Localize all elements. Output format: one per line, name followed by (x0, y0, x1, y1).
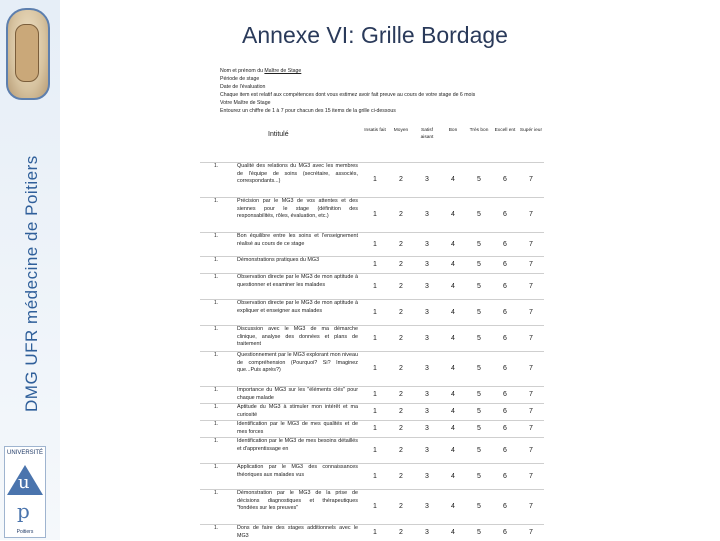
score-option[interactable]: 6 (492, 525, 518, 541)
item-number: 1. (200, 300, 236, 326)
score-option[interactable]: 6 (492, 352, 518, 387)
score-option[interactable]: 2 (388, 233, 414, 257)
item-label: Identification par le MG3 de mes qualités et de mes forces (236, 421, 362, 438)
item-label: Identification par le MG3 de mes besoins détaillés et d'apprentissage en (236, 438, 362, 464)
score-option[interactable]: 7 (518, 300, 544, 326)
score-option[interactable]: 3 (414, 163, 440, 198)
score-option[interactable]: 7 (518, 233, 544, 257)
score-option[interactable]: 2 (388, 300, 414, 326)
grid-item-row (200, 257, 544, 274)
item-number: 1. (200, 163, 236, 198)
score-option[interactable]: 1 (362, 257, 388, 274)
score-option[interactable]: 3 (414, 387, 440, 404)
score-option[interactable]: 4 (440, 464, 466, 490)
score-option[interactable]: 4 (440, 326, 466, 352)
grid-item-row (200, 404, 544, 421)
score-option[interactable]: 4 (440, 490, 466, 525)
score-option[interactable]: 2 (388, 326, 414, 352)
score-option[interactable]: 7 (518, 525, 544, 541)
university-logo (4, 446, 46, 538)
university-logo-p: p (17, 499, 30, 523)
score-option[interactable]: 6 (492, 438, 518, 464)
score-option[interactable]: 2 (388, 404, 414, 421)
item-label: Qualité des relations du MG3 avec les membres de l'équipe de soins (secrétaire, associés, correspondants...) (236, 163, 362, 198)
score-option[interactable]: 7 (518, 421, 544, 438)
score-option[interactable]: 7 (518, 274, 544, 300)
score-option[interactable]: 3 (414, 233, 440, 257)
item-label: Aptitude du MG3 à stimuler mon intérêt et ma curiosité (236, 404, 362, 421)
item-label: Application par le MG3 des connaissances théoriques aux malades vus (236, 464, 362, 490)
score-option[interactable]: 6 (492, 490, 518, 525)
score-option[interactable]: 3 (414, 404, 440, 421)
score-option[interactable]: 7 (518, 257, 544, 274)
score-option[interactable]: 5 (466, 326, 492, 352)
score-option[interactable]: 5 (466, 404, 492, 421)
score-option[interactable]: 6 (492, 163, 518, 198)
item-number: 1. (200, 464, 236, 490)
grid-item-row (200, 421, 544, 438)
item-number: 1. (200, 404, 236, 421)
score-option[interactable]: 1 (362, 274, 388, 300)
score-option[interactable]: 3 (414, 352, 440, 387)
item-label: Importance du MG3 sur les "éléments clés" pour chaque malade (236, 387, 362, 404)
item-label: Démonstration par le MG3 de la prise de décisions diagnostiques et thérapeutiques "fondées sur les preuves" (236, 490, 362, 525)
score-option[interactable]: 5 (466, 438, 492, 464)
score-option[interactable]: 2 (388, 163, 414, 198)
grid-item-row (200, 300, 544, 326)
supervisor-underlined: Maître de Stage (264, 68, 302, 74)
university-logo-u: u (18, 472, 30, 493)
score-option[interactable]: 3 (414, 464, 440, 490)
score-option[interactable]: 1 (362, 525, 388, 541)
score-option[interactable]: 4 (440, 274, 466, 300)
score-option[interactable]: 2 (388, 257, 414, 274)
score-option[interactable]: 1 (362, 163, 388, 198)
item-label: Démonstrations pratiques du MG3 (236, 257, 362, 274)
item-label: Observation directe par le MG3 de mon aptitude à questionner et examiner les malades (236, 274, 362, 300)
score-option[interactable]: 1 (362, 438, 388, 464)
grid-item-row (200, 163, 544, 198)
score-option[interactable]: 2 (388, 421, 414, 438)
scale-header: Très bon (469, 128, 489, 133)
score-option[interactable]: 5 (466, 490, 492, 525)
item-label: Précision par le MG3 de vos attentes et des siennes pour le stage (définition des responsabilités, rôles, évaluation, etc.) (236, 198, 362, 233)
score-option[interactable]: 3 (414, 198, 440, 233)
score-option[interactable]: 7 (518, 163, 544, 198)
item-number: 1. (200, 438, 236, 464)
score-option[interactable]: 2 (388, 525, 414, 541)
item-number: 1. (200, 490, 236, 525)
score-option[interactable]: 7 (518, 387, 544, 404)
score-option[interactable]: 7 (518, 326, 544, 352)
score-option[interactable]: 2 (388, 274, 414, 300)
score-option[interactable]: 5 (466, 163, 492, 198)
score-option[interactable]: 4 (440, 300, 466, 326)
score-option[interactable]: 3 (414, 257, 440, 274)
score-option[interactable]: 5 (466, 421, 492, 438)
grid-item-row (200, 438, 544, 464)
score-option[interactable]: 6 (492, 387, 518, 404)
score-option[interactable]: 1 (362, 421, 388, 438)
scale-header: Satisf aisant (420, 128, 434, 140)
score-option[interactable]: 4 (440, 387, 466, 404)
score-option[interactable]: 7 (518, 352, 544, 387)
grid-header-row (200, 126, 544, 163)
score-option[interactable]: 6 (492, 198, 518, 233)
item-number: 1. (200, 198, 236, 233)
score-option[interactable]: 3 (414, 300, 440, 326)
grid-item-row (200, 464, 544, 490)
score-option[interactable]: 1 (362, 464, 388, 490)
score-option[interactable]: 6 (492, 233, 518, 257)
item-number: 1. (200, 233, 236, 257)
intro-line-supervisor: Nom et prénom du Maître de Stage (220, 68, 302, 74)
score-option[interactable]: 6 (492, 326, 518, 352)
score-option[interactable]: 6 (492, 404, 518, 421)
score-option[interactable]: 3 (414, 490, 440, 525)
scale-header: Excell ent (494, 128, 516, 133)
score-option[interactable]: 6 (492, 300, 518, 326)
grid-item-row (200, 387, 544, 404)
item-label: Bon équilibre entre les soins et l'enseignement réalisé au cours de ce stage (236, 233, 362, 257)
evaluation-grid (200, 126, 544, 541)
intro-line-supervisor-2: Votre Maître de Stage (220, 100, 271, 107)
item-number: 1. (200, 387, 236, 404)
grid-item-row (200, 352, 544, 387)
grid-item-row (200, 490, 544, 525)
score-option[interactable]: 2 (388, 198, 414, 233)
score-option[interactable]: 5 (466, 352, 492, 387)
grid-item-row (200, 233, 544, 257)
score-option[interactable]: 3 (414, 421, 440, 438)
score-option[interactable]: 6 (492, 257, 518, 274)
item-label: Discussion avec le MG3 de ma démarche clinique, analyse des données et plans de traitement (236, 326, 362, 352)
score-option[interactable]: 7 (518, 464, 544, 490)
intro-line-instructions: Chaque item est relatif aux compétences dont vous estimez avoir fait preuve au cours de votre stage de 6 mois (220, 92, 476, 99)
item-label: Observation directe par le MG3 de mon aptitude à expliquer et enseigner aux malades (236, 300, 362, 326)
score-option[interactable]: 5 (466, 525, 492, 541)
score-option[interactable]: 5 (466, 233, 492, 257)
score-option[interactable]: 5 (466, 257, 492, 274)
score-option[interactable]: 5 (466, 198, 492, 233)
item-number: 1. (200, 352, 236, 387)
score-option[interactable]: 2 (388, 464, 414, 490)
scale-header: Supér ieur (519, 128, 543, 133)
score-option[interactable]: 2 (388, 352, 414, 387)
score-option[interactable]: 5 (466, 274, 492, 300)
sidebar (0, 0, 60, 540)
score-option[interactable]: 4 (440, 438, 466, 464)
item-number: 1. (200, 326, 236, 352)
score-option[interactable]: 1 (362, 490, 388, 525)
score-option[interactable]: 6 (492, 464, 518, 490)
score-option[interactable]: 1 (362, 300, 388, 326)
score-option[interactable]: 5 (466, 464, 492, 490)
scale-header: Moyen (393, 128, 409, 133)
grid-item-row (200, 198, 544, 233)
score-option[interactable]: 7 (518, 438, 544, 464)
score-option[interactable]: 3 (414, 525, 440, 541)
faculty-logo (6, 8, 50, 100)
score-option[interactable]: 3 (414, 326, 440, 352)
score-option[interactable]: 1 (362, 387, 388, 404)
intro-text (220, 67, 550, 116)
university-logo-line: UNIVERSITÉ (6, 450, 43, 456)
score-option[interactable]: 2 (388, 490, 414, 525)
score-option[interactable]: 4 (440, 404, 466, 421)
score-option[interactable]: 4 (440, 352, 466, 387)
score-option[interactable]: 2 (388, 438, 414, 464)
score-option[interactable]: 4 (440, 525, 466, 541)
university-logo-city: Poitiers (16, 529, 34, 535)
score-option[interactable]: 1 (362, 233, 388, 257)
score-option[interactable]: 6 (492, 421, 518, 438)
item-number: 1. (200, 525, 236, 541)
item-label: Dons de faire des stages additionnels avec le MG3 (236, 525, 362, 541)
item-number: 1. (200, 257, 236, 274)
score-option[interactable]: 4 (440, 233, 466, 257)
score-option[interactable]: 4 (440, 198, 466, 233)
grid-item-row (200, 274, 544, 300)
sidebar-vertical-title: DMG UFR médecine de Poitiers (22, 155, 41, 412)
score-option[interactable]: 3 (414, 438, 440, 464)
page-title: Annexe VI: Grille Bordage (242, 22, 508, 48)
score-option[interactable]: 4 (440, 163, 466, 198)
intro-line-period: Période de stage (220, 76, 260, 83)
item-number: 1. (200, 274, 236, 300)
item-label: Questionnement par le MG3 explorant mon niveau de compréhension (Pourquoi? Si? Imaginez que...Puis après?) (236, 352, 362, 387)
score-option[interactable]: 7 (518, 198, 544, 233)
score-option[interactable]: 1 (362, 326, 388, 352)
score-option[interactable]: 1 (362, 404, 388, 421)
scale-header: Bon (448, 128, 458, 133)
score-option[interactable]: 5 (466, 387, 492, 404)
item-number: 1. (200, 421, 236, 438)
scale-header: Insatis fait (364, 128, 386, 133)
score-option[interactable]: 2 (388, 387, 414, 404)
score-option[interactable]: 4 (440, 257, 466, 274)
score-option[interactable]: 1 (362, 352, 388, 387)
score-option[interactable]: 7 (518, 490, 544, 525)
score-option[interactable]: 1 (362, 198, 388, 233)
grid-item-row (200, 525, 544, 541)
score-option[interactable]: 4 (440, 421, 466, 438)
intro-line-date: Date de l'évaluation (220, 84, 266, 91)
intro-line-circle: Entourez un chiffre de 1 à 7 pour chacun des 15 items de la grille ci-dessous (220, 108, 396, 115)
grid-item-row (200, 326, 544, 352)
score-option[interactable]: 7 (518, 404, 544, 421)
score-option[interactable]: 3 (414, 274, 440, 300)
score-option[interactable]: 5 (466, 300, 492, 326)
item-column-header: Intitulé (268, 131, 289, 138)
score-option[interactable]: 6 (492, 274, 518, 300)
